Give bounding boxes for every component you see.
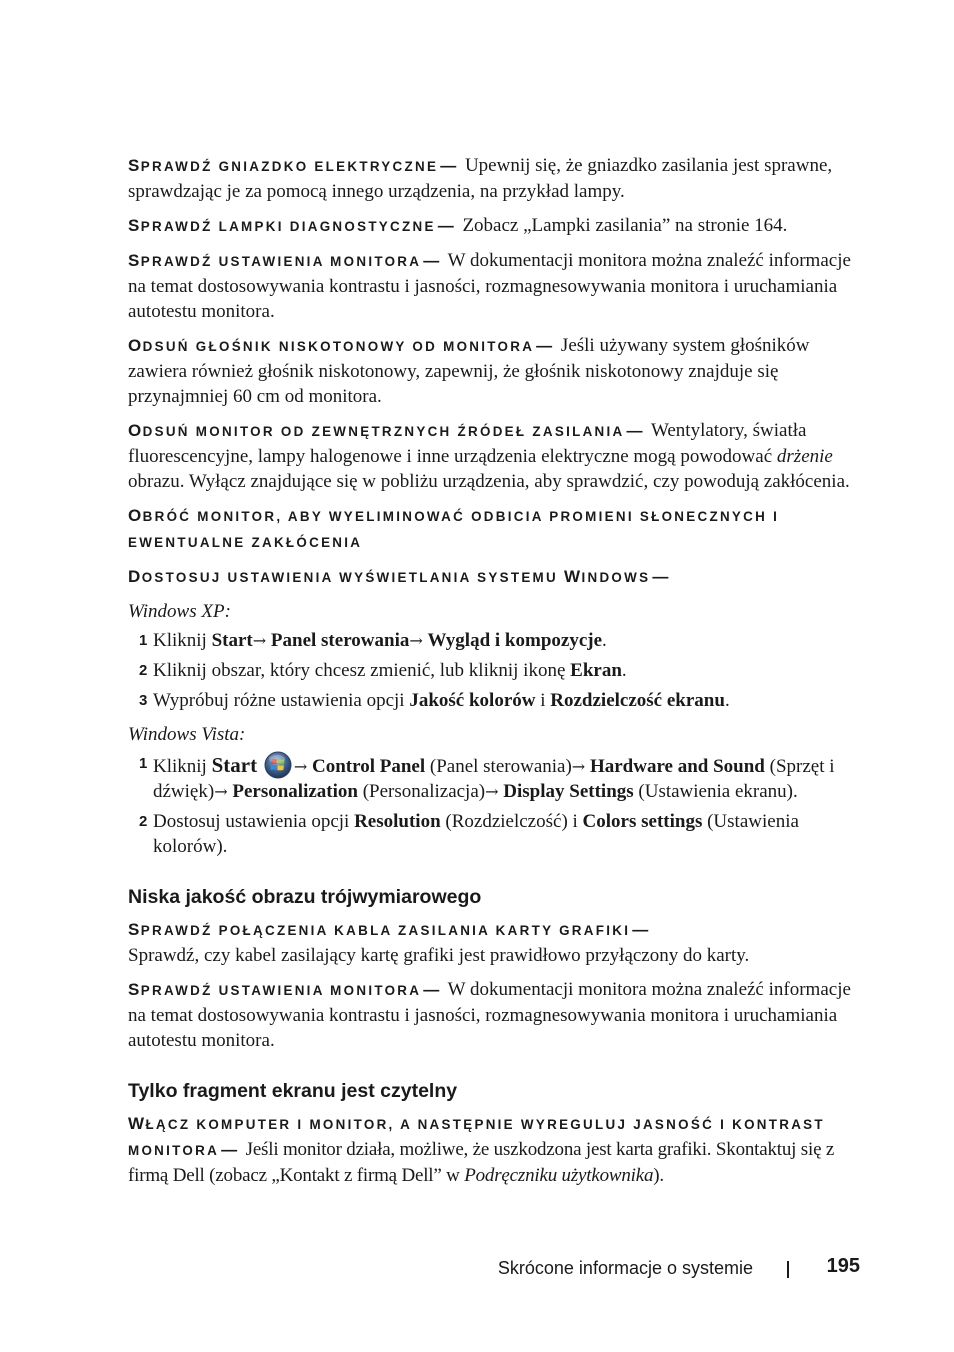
tip-text: Upewnij się, że gniazdko zasilania jest sprawne, sprawdzając je za pomocą innego urządzenia, na przykład lampy. (128, 155, 833, 202)
tip-adjust-windows-display: DOSTOSUJ USTAWIENIA WYŚWIETLANIA SYSTEMU WINDOWS — (128, 567, 669, 586)
vista-step-1: 1 Kliknij Start → Control Panel (Panel sterowania)→ Hardware and Sound (Sprzęt i dźwięk)→ Personalization (Personalizacja)→ Display Settings (Ustawienia ekranu). (139, 753, 835, 802)
tip-text: W dokumentacji monitora można znaleźć informacje na temat dostosowywania kontrastu i jasności, rozmagnesowywania monitora i uruchamiania autotestu monitora. (128, 979, 851, 1051)
tip-heading: SPRAWDŹ GNIAZDKO ELEKTRYCZNE (128, 156, 439, 175)
tip-heading: WŁĄCZ KOMPUTER I MONITOR, A NASTĘPNIE WYREGULUJ JASNOŚĆ I KONTRAST MONITORA (128, 1114, 825, 1158)
xp-step-1: 1 Kliknij Start→ Panel sterowania→ Wygląd i kompozycje. (139, 630, 607, 651)
tip-turn-on-and-adjust: WŁĄCZ KOMPUTER I MONITOR, A NASTĘPNIE WYREGULUJ JASNOŚĆ I KONTRAST MONITORA — Jeśli monitor działa, możliwe, że uszkodzona jest karta grafiki. Skontaktuj się z firmą Dell (zobacz „Kontakt z firmą Dell” w Podręczniku użytkownika). (128, 1114, 835, 1186)
footer-divider (787, 1261, 789, 1278)
tip-rotate-monitor (128, 503, 854, 555)
tip-check-monitor-settings: SPRAWDŹ USTAWIENIA MONITORA — W dokumentacji monitora można znaleźć informacje na temat dostosowywania kontrastu i jasności, rozmagnesowywania monitora i uruchamiania autotestu monitora. (128, 250, 851, 322)
page-content (128, 153, 854, 1197)
tip-text: Jeśli używany system głośników zawiera również głośnik niskotonowy, zapewnij, że głośnik niskotonowy znajduje się przynajmniej 60 cm od monitora. (128, 335, 810, 407)
tip-heading: ODSUŃ GŁOŚNIK NISKOTONOWY OD MONITORA (128, 336, 535, 355)
section-heading-3d-quality: Niska jakość obrazu trójwymiarowego (128, 886, 482, 908)
xp-step-3: 3 Wypróbuj różne ustawienia opcji Jakość kolorów i Rozdzielczość ekranu. (139, 690, 730, 711)
tip-text-italic: Podręczniku użytkownika (464, 1165, 654, 1186)
tip-heading: DOSTOSUJ USTAWIENIA WYŚWIETLANIA SYSTEMU WINDOWS (128, 567, 651, 586)
section-heading-partial-display: Tylko fragment ekranu jest czytelny (128, 1080, 458, 1102)
windows-xp-label: Windows XP: (128, 601, 231, 622)
tip-check-graphics-power-cable: SPRAWDŹ POŁĄCZENIA KABLA ZASILANIA KARTY GRAFIKI — Sprawdź, czy kabel zasilający kartę grafiki jest prawidłowo przyłączony do karty. (128, 920, 750, 966)
vista-step-2: 2 Dostosuj ustawienia opcji Resolution (Rozdzielczość) i Colors settings (Ustawienia kolorów). (139, 811, 799, 857)
tip-move-subwoofer: ODSUŃ GŁOŚNIK NISKOTONOWY OD MONITORA — Jeśli używany system głośników zawiera również głośnik niskotonowy, zapewnij, że głośnik niskotonowy znajduje się przynajmniej 60 cm od monitora. (128, 335, 810, 407)
tip-text: Wentylatory, światła fluorescencyjne, lampy halogenowe i inne urządzenia elektryczne mogą powodować (128, 420, 807, 467)
tip-heading: SPRAWDŹ POŁĄCZENIA KABLA ZASILANIA KARTY GRAFIKI (128, 920, 631, 939)
tip-heading: OBRÓĆ MONITOR, ABY WYELIMINOWAĆ ODBICIA PROMIENI SŁONECZNYCH I EWENTUALNE ZAKŁÓCENIA (128, 506, 780, 550)
tip-heading: SPRAWDŹ USTAWIENIA MONITORA (128, 980, 422, 999)
tip-text: W dokumentacji monitora można znaleźć informacje na temat dostosowywania kontrastu i jasności, rozmagnesowywania monitora i uruchamiania autotestu monitora. (128, 250, 851, 322)
tip-check-diagnostic-lights: SPRAWDŹ LAMPKI DIAGNOSTYCZNE — Zobacz „Lampki zasilania” na stronie 164. (128, 215, 788, 236)
tip-text: ). (653, 1165, 664, 1186)
tip-heading: SPRAWDŹ LAMPKI DIAGNOSTYCZNE (128, 216, 436, 235)
tip-text: Sprawdź, czy kabel zasilający kartę grafiki jest prawidłowo przyłączony do karty. (128, 945, 750, 966)
tip-heading: ODSUŃ MONITOR OD ZEWNĘTRZNYCH ŹRÓDEŁ ZASILANIA (128, 421, 625, 440)
tip-text: obrazu. Wyłącz znajdujące się w pobliżu urządzenia, aby sprawdzić, czy powodują zakłócenia. (128, 471, 850, 492)
tip-text-italic: drżenie (776, 446, 833, 467)
tip-check-outlet: SPRAWDŹ GNIAZDKO ELEKTRYCZNE — Upewnij się, że gniazdko zasilania jest sprawne, sprawdzając je za pomocą innego urządzenia, na przykład lampy. (128, 155, 833, 202)
tip-heading: SPRAWDŹ USTAWIENIA MONITORA (128, 251, 422, 270)
footer-title: Skrócone informacje o systemie (497, 1258, 753, 1278)
tip-move-monitor-from-power-sources: ODSUŃ MONITOR OD ZEWNĘTRZNYCH ŹRÓDEŁ ZASILANIA — Wentylatory, światła fluorescencyjne, lampy halogenowe i inne urządzenia elektryczne mogą powodować drżenie obrazu. Wyłącz znajdujące się w pobliżu urządzenia, aby sprawdzić, czy powodują zakłócenia. (128, 420, 850, 492)
tip-text: Zobacz „Lampki zasilania” na stronie 164. (462, 215, 788, 236)
tip-text: Jeśli monitor działa, możliwe, że uszkodzona jest karta grafiki. Skontaktuj się z firmą Dell (zobacz „Kontakt z firmą Dell” w (128, 1139, 835, 1186)
tip-check-monitor-settings-2: SPRAWDŹ USTAWIENIA MONITORA — W dokumentacji monitora można znaleźć informacje na temat dostosowywania kontrastu i jasności, rozmagnesowywania monitora i uruchamiania autotestu monitora. (128, 979, 851, 1051)
windows-start-orb-icon (264, 751, 292, 779)
xp-step-2: 2 Kliknij obszar, który chcesz zmienić, lub kliknij ikonę Ekran. (139, 660, 627, 681)
page-number: 195 (826, 1255, 860, 1277)
windows-vista-label: Windows Vista: (128, 724, 246, 745)
page-footer (0, 1256, 954, 1282)
